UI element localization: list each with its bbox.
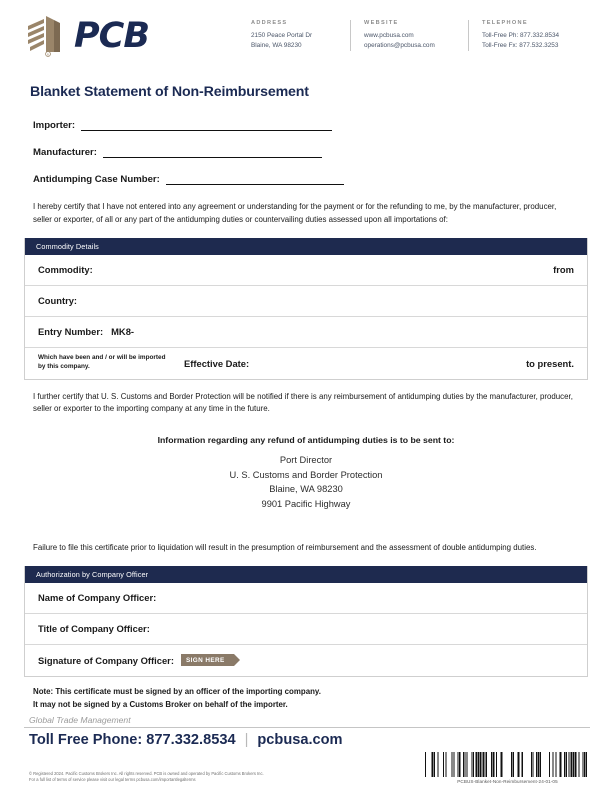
field-row-manufacturer [33, 147, 588, 158]
effective-date-label: Effective Date: [184, 357, 250, 369]
contact-address-line-2: Blaine, WA 98230 [251, 41, 302, 49]
document-body [0, 84, 612, 712]
page-header [0, 0, 612, 68]
table-row [25, 286, 587, 317]
authorization-table-heading: Authorization by Company Officer [25, 566, 587, 583]
contact-phone-line: Toll-Free Ph: 877.332.8534 [482, 32, 560, 39]
footer-bottom-row [24, 752, 590, 784]
toll-free-phone: Toll Free Phone: 877.332.8534 [29, 732, 236, 748]
table-row [25, 614, 587, 645]
barcode-block [425, 752, 590, 784]
sign-here-badge[interactable]: SIGN HERE [181, 654, 234, 666]
page-title: Blanket Statement of Non-Reimbursement [30, 84, 309, 100]
barcode-icon [425, 752, 590, 777]
case-number-input[interactable] [166, 174, 344, 185]
footer-fineprint [24, 771, 264, 784]
failure-paragraph: Failure to file this certificate prior to liquidation will result in the presumption of reimbursement and the assessment of double antidumping duties. [33, 543, 537, 553]
imported-by-company-note: Which have been and / or will be imported by this company. [38, 354, 166, 371]
officer-title-label: Title of Company Officer: [38, 623, 150, 635]
country-label: Country: [38, 295, 78, 307]
page-footer [0, 715, 612, 792]
refund-address-line-4: 9901 Pacific Highway [261, 498, 351, 509]
commodity-from-label: from [553, 264, 574, 276]
field-row-importer [33, 120, 588, 131]
contact-website-heading: WEBSITE [364, 20, 399, 26]
refund-heading: Information regarding any refund of antidumping duties is to be sent to: [157, 435, 455, 446]
fineprint-line-2: For a full list of terms of service please visit our legal terms pcbusa.com/importantlegalterms [29, 777, 196, 783]
to-present-label: to present. [526, 357, 574, 369]
contact-address-line-1: 2150 Peace Portal Dr [251, 32, 313, 39]
table-row [25, 583, 587, 614]
table-row-effective-date [25, 348, 587, 379]
certify-paragraph: I hereby certify that I have not entered into any agreement or understanding for the payment or for the refunding to me, by the manufacturer, producer, seller or exporter, of all or any part of the antidumping duties or countervailing duties assessed upon all importations of: [33, 202, 557, 224]
refund-address-line-3: Blaine, WA 98230 [269, 484, 343, 495]
top-form-fields [24, 120, 588, 185]
footer-tagline: Global Trade Management [29, 715, 131, 725]
contact-address [238, 20, 350, 51]
commodity-table-heading: Commodity Details [25, 238, 587, 255]
entry-number-label: Entry Number: [38, 326, 104, 338]
contact-telephone [468, 20, 590, 51]
footer-contact-line [24, 732, 590, 748]
contact-telephone-heading: TELEPHONE [482, 20, 528, 26]
pcb-logo [24, 14, 238, 58]
footer-separator: | [244, 732, 249, 748]
table-row [25, 255, 587, 286]
field-row-case-number [33, 174, 588, 185]
refund-address-block [24, 453, 588, 511]
manufacturer-label: Manufacturer: [33, 147, 97, 159]
logo-wordmark: PCB [74, 15, 150, 56]
refund-address-line-2: U. S. Customs and Border Protection [229, 469, 383, 480]
table-row [25, 645, 587, 676]
importer-input[interactable] [81, 120, 332, 131]
refund-address-line-1: Port Director [279, 455, 333, 466]
entry-number-value[interactable]: MK8- [111, 326, 135, 338]
authorization-table [24, 566, 588, 677]
footer-website[interactable]: pcbusa.com [257, 732, 343, 748]
case-number-label: Antidumping Case Number: [33, 174, 160, 186]
officer-name-label: Name of Company Officer: [38, 592, 157, 604]
header-contact-block [238, 14, 590, 51]
fineprint-line-1: © Registered 2024. Pacific Customs Brokers Inc. All rights reserved. PCB is owned and operated by Pacific Customs Brokers Inc. [29, 770, 264, 776]
barcode-label: PCBUS-Blanket-Non-Reimbursement-24-01-05 [457, 779, 558, 784]
signature-note-line-1: Note: This certificate must be signed by an officer of the importing company. [33, 686, 321, 696]
commodity-label: Commodity: [38, 264, 93, 276]
building-slats-icon [24, 14, 70, 58]
contact-website [350, 20, 468, 51]
contact-website-url[interactable]: www.pcbusa.com [364, 32, 414, 39]
importer-label: Importer: [33, 120, 76, 132]
table-row [25, 317, 587, 348]
signature-note-block [24, 686, 588, 712]
svg-text:R: R [46, 52, 50, 57]
contact-address-heading: ADDRESS [251, 20, 288, 26]
officer-signature-label: Signature of Company Officer: [38, 654, 174, 666]
footer-divider [24, 727, 590, 728]
contact-fax-line: Toll-Free Fx: 877.532.3253 [482, 41, 559, 49]
contact-website-email[interactable]: operations@pcbusa.com [364, 41, 435, 49]
manufacturer-input[interactable] [103, 147, 322, 158]
signature-note-line-2: It may not be signed by a Customs Broker on behalf of the importer. [33, 699, 288, 709]
commodity-details-table [24, 238, 588, 380]
further-certify-paragraph: I further certify that U. S. Customs and Border Protection will be notified if there is any reimbursement of antidumping duties by the manufacturer, producer, seller or exporter to the importing company at any time in the future. [33, 391, 573, 414]
